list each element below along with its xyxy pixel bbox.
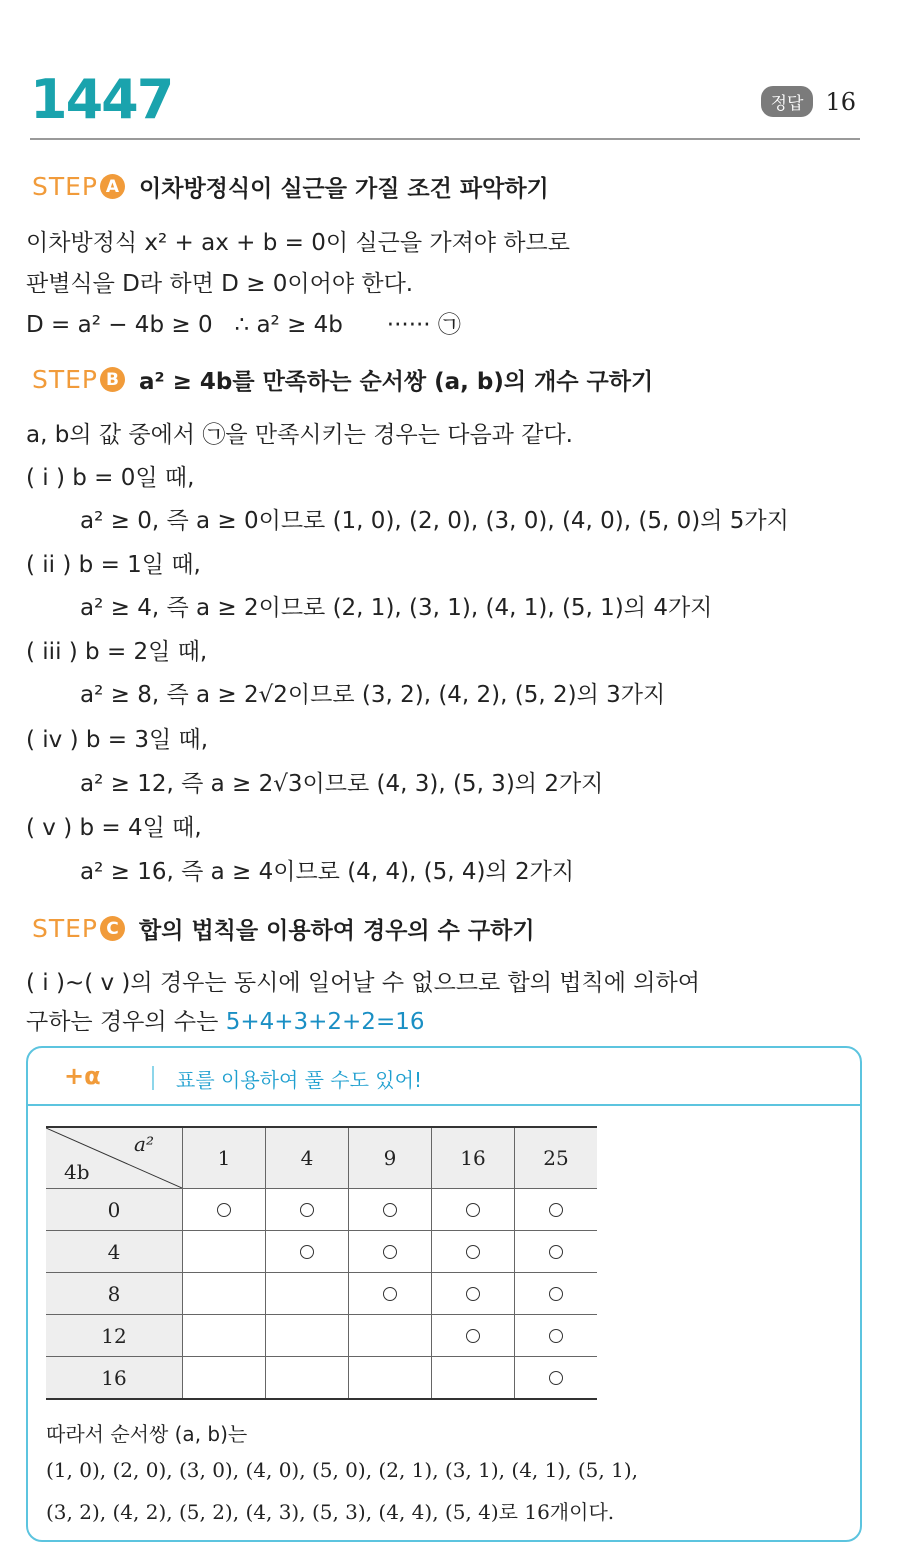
table-row — [46, 1273, 597, 1315]
row-header: 12 — [46, 1315, 183, 1357]
corner-top-label: a² — [134, 1132, 154, 1156]
table-cell — [349, 1273, 432, 1315]
step-c-line-1: ( i )~( v )의 경우는 동시에 일어날 수 없으므로 합의 법칙에 의하여 — [26, 970, 700, 996]
table-cell — [515, 1315, 598, 1357]
step-b-word: STEP — [32, 365, 99, 394]
table-cell — [183, 1315, 266, 1357]
table-cell — [432, 1189, 515, 1231]
table-cell — [183, 1231, 266, 1273]
circle-mark-icon — [549, 1245, 563, 1259]
step-a-badge: A — [100, 174, 125, 199]
condition-table — [46, 1126, 597, 1400]
circle-mark-icon — [300, 1245, 314, 1259]
circle-mark-icon — [466, 1245, 480, 1259]
case-1-detail: a² ≥ 0, 즉 a ≥ 0이므로 (1, 0), (2, 0), (3, 0), (4, 0), (5, 0)의 5가지 — [80, 508, 789, 534]
row-header: 16 — [46, 1357, 183, 1400]
case-5-label: ( v ) b = 4일 때, — [26, 815, 202, 841]
table-header-row — [46, 1127, 597, 1189]
case-4-label: ( iv ) b = 3일 때, — [26, 727, 209, 753]
circle-mark-icon — [217, 1203, 231, 1217]
table-cell — [349, 1315, 432, 1357]
answer-value: 16 — [825, 87, 856, 116]
table-cell — [432, 1273, 515, 1315]
circle-mark-icon — [383, 1287, 397, 1301]
table-cell — [432, 1357, 515, 1400]
table-row — [46, 1315, 597, 1357]
circle-mark-icon — [466, 1287, 480, 1301]
case-5-detail: a² ≥ 16, 즉 a ≥ 4이므로 (4, 4), (5, 4)의 2가지 — [80, 859, 575, 885]
step-a-line-2: 판별식을 D라 하면 D ≥ 0이어야 한다. — [26, 271, 414, 297]
step-b-title: a² ≥ 4b를 만족하는 순서쌍 (a, b)의 개수 구하기 — [139, 369, 654, 395]
table-cell — [515, 1273, 598, 1315]
case-3-label: ( iii ) b = 2일 때, — [26, 639, 208, 665]
header-divider — [30, 138, 860, 140]
step-c-heading — [32, 912, 535, 945]
circle-mark-icon — [549, 1371, 563, 1385]
table-cell — [183, 1357, 266, 1400]
step-a-heading — [32, 170, 549, 203]
table-cell — [266, 1189, 349, 1231]
alpha-box-title: 표를 이용하여 풀 수도 있어! — [176, 1068, 422, 1092]
circle-mark-icon — [549, 1287, 563, 1301]
alpha-box-separator — [152, 1066, 154, 1090]
col-header: 1 — [183, 1127, 266, 1189]
table-row — [46, 1357, 597, 1400]
table-cell — [515, 1231, 598, 1273]
col-header: 4 — [266, 1127, 349, 1189]
table-cell — [432, 1231, 515, 1273]
row-header: 8 — [46, 1273, 183, 1315]
circle-mark-icon — [466, 1203, 480, 1217]
table-cell — [266, 1357, 349, 1400]
alpha-icon: +α — [64, 1062, 101, 1090]
table-cell — [266, 1273, 349, 1315]
step-a-word: STEP — [32, 172, 99, 201]
step-b-badge: B — [100, 367, 125, 392]
step-c-line-2-prefix: 구하는 경우의 수는 — [26, 1009, 226, 1035]
table-cell — [349, 1231, 432, 1273]
circle-mark-icon — [549, 1203, 563, 1217]
step-b-heading — [32, 363, 653, 396]
circle-mark-icon — [383, 1203, 397, 1217]
corner-bottom-label: 4b — [64, 1160, 90, 1184]
case-2-label: ( ii ) b = 1일 때, — [26, 552, 201, 578]
alpha-box-divider — [26, 1104, 860, 1106]
conclusion-line-1: 따라서 순서쌍 (a, b)는 — [46, 1422, 248, 1446]
alpha-box — [26, 1046, 862, 1542]
row-header: 4 — [46, 1231, 183, 1273]
table-corner-cell — [46, 1127, 183, 1189]
conclusion-line-2: (1, 0), (2, 0), (3, 0), (4, 0), (5, 0), (2, 1), (3, 1), (4, 1), (5, 1), — [46, 1458, 639, 1482]
step-a-title: 이차방정식이 실근을 가질 조건 파악하기 — [139, 176, 549, 202]
step-a-line-1: 이차방정식 x² + ax + b = 0이 실근을 가져야 하므로 — [26, 230, 570, 256]
step-c-sum: 5+4+3+2+2=16 — [225, 1009, 425, 1035]
case-2-detail: a² ≥ 4, 즉 a ≥ 2이므로 (2, 1), (3, 1), (4, 1), (5, 1)의 4가지 — [80, 595, 713, 621]
step-c-word: STEP — [32, 914, 99, 943]
table-row — [46, 1189, 597, 1231]
table-cell — [349, 1189, 432, 1231]
col-header: 16 — [432, 1127, 515, 1189]
table-cell — [266, 1231, 349, 1273]
table-cell — [183, 1273, 266, 1315]
conclusion-line-3: (3, 2), (4, 2), (5, 2), (4, 3), (5, 3), (4, 4), (5, 4)로 16개이다. — [46, 1500, 615, 1524]
circle-mark-icon — [300, 1203, 314, 1217]
case-3-detail: a² ≥ 8, 즉 a ≥ 2√2이므로 (3, 2), (4, 2), (5, 2)의 3가지 — [80, 682, 666, 708]
circle-mark-icon — [383, 1245, 397, 1259]
table-cell — [183, 1189, 266, 1231]
step-c-line-2 — [26, 1003, 424, 1036]
table-cell — [515, 1189, 598, 1231]
step-b-intro: a, b의 값 중에서 ㉠을 만족시키는 경우는 다음과 같다. — [26, 422, 573, 448]
answer-badge: 정답 — [761, 86, 814, 117]
table-cell — [266, 1315, 349, 1357]
answer-area — [761, 86, 856, 117]
table-cell — [432, 1315, 515, 1357]
row-header: 0 — [46, 1189, 183, 1231]
col-header: 25 — [515, 1127, 598, 1189]
step-a-line-3: D = a² − 4b ≥ 0 ∴ a² ≥ 4b ······ ㉠ — [26, 312, 461, 338]
alpha-box-header — [28, 1048, 860, 1104]
circle-mark-icon — [466, 1329, 480, 1343]
circle-mark-icon — [549, 1329, 563, 1343]
step-c-badge: C — [100, 916, 125, 941]
table-row — [46, 1231, 597, 1273]
step-c-title: 합의 법칙을 이용하여 경우의 수 구하기 — [139, 918, 535, 944]
table-cell — [349, 1357, 432, 1400]
problem-number: 1447 — [30, 68, 173, 131]
case-1-label: ( i ) b = 0일 때, — [26, 465, 195, 491]
case-4-detail: a² ≥ 12, 즉 a ≥ 2√3이므로 (4, 3), (5, 3)의 2가지 — [80, 771, 604, 797]
table-cell — [515, 1357, 598, 1400]
col-header: 9 — [349, 1127, 432, 1189]
